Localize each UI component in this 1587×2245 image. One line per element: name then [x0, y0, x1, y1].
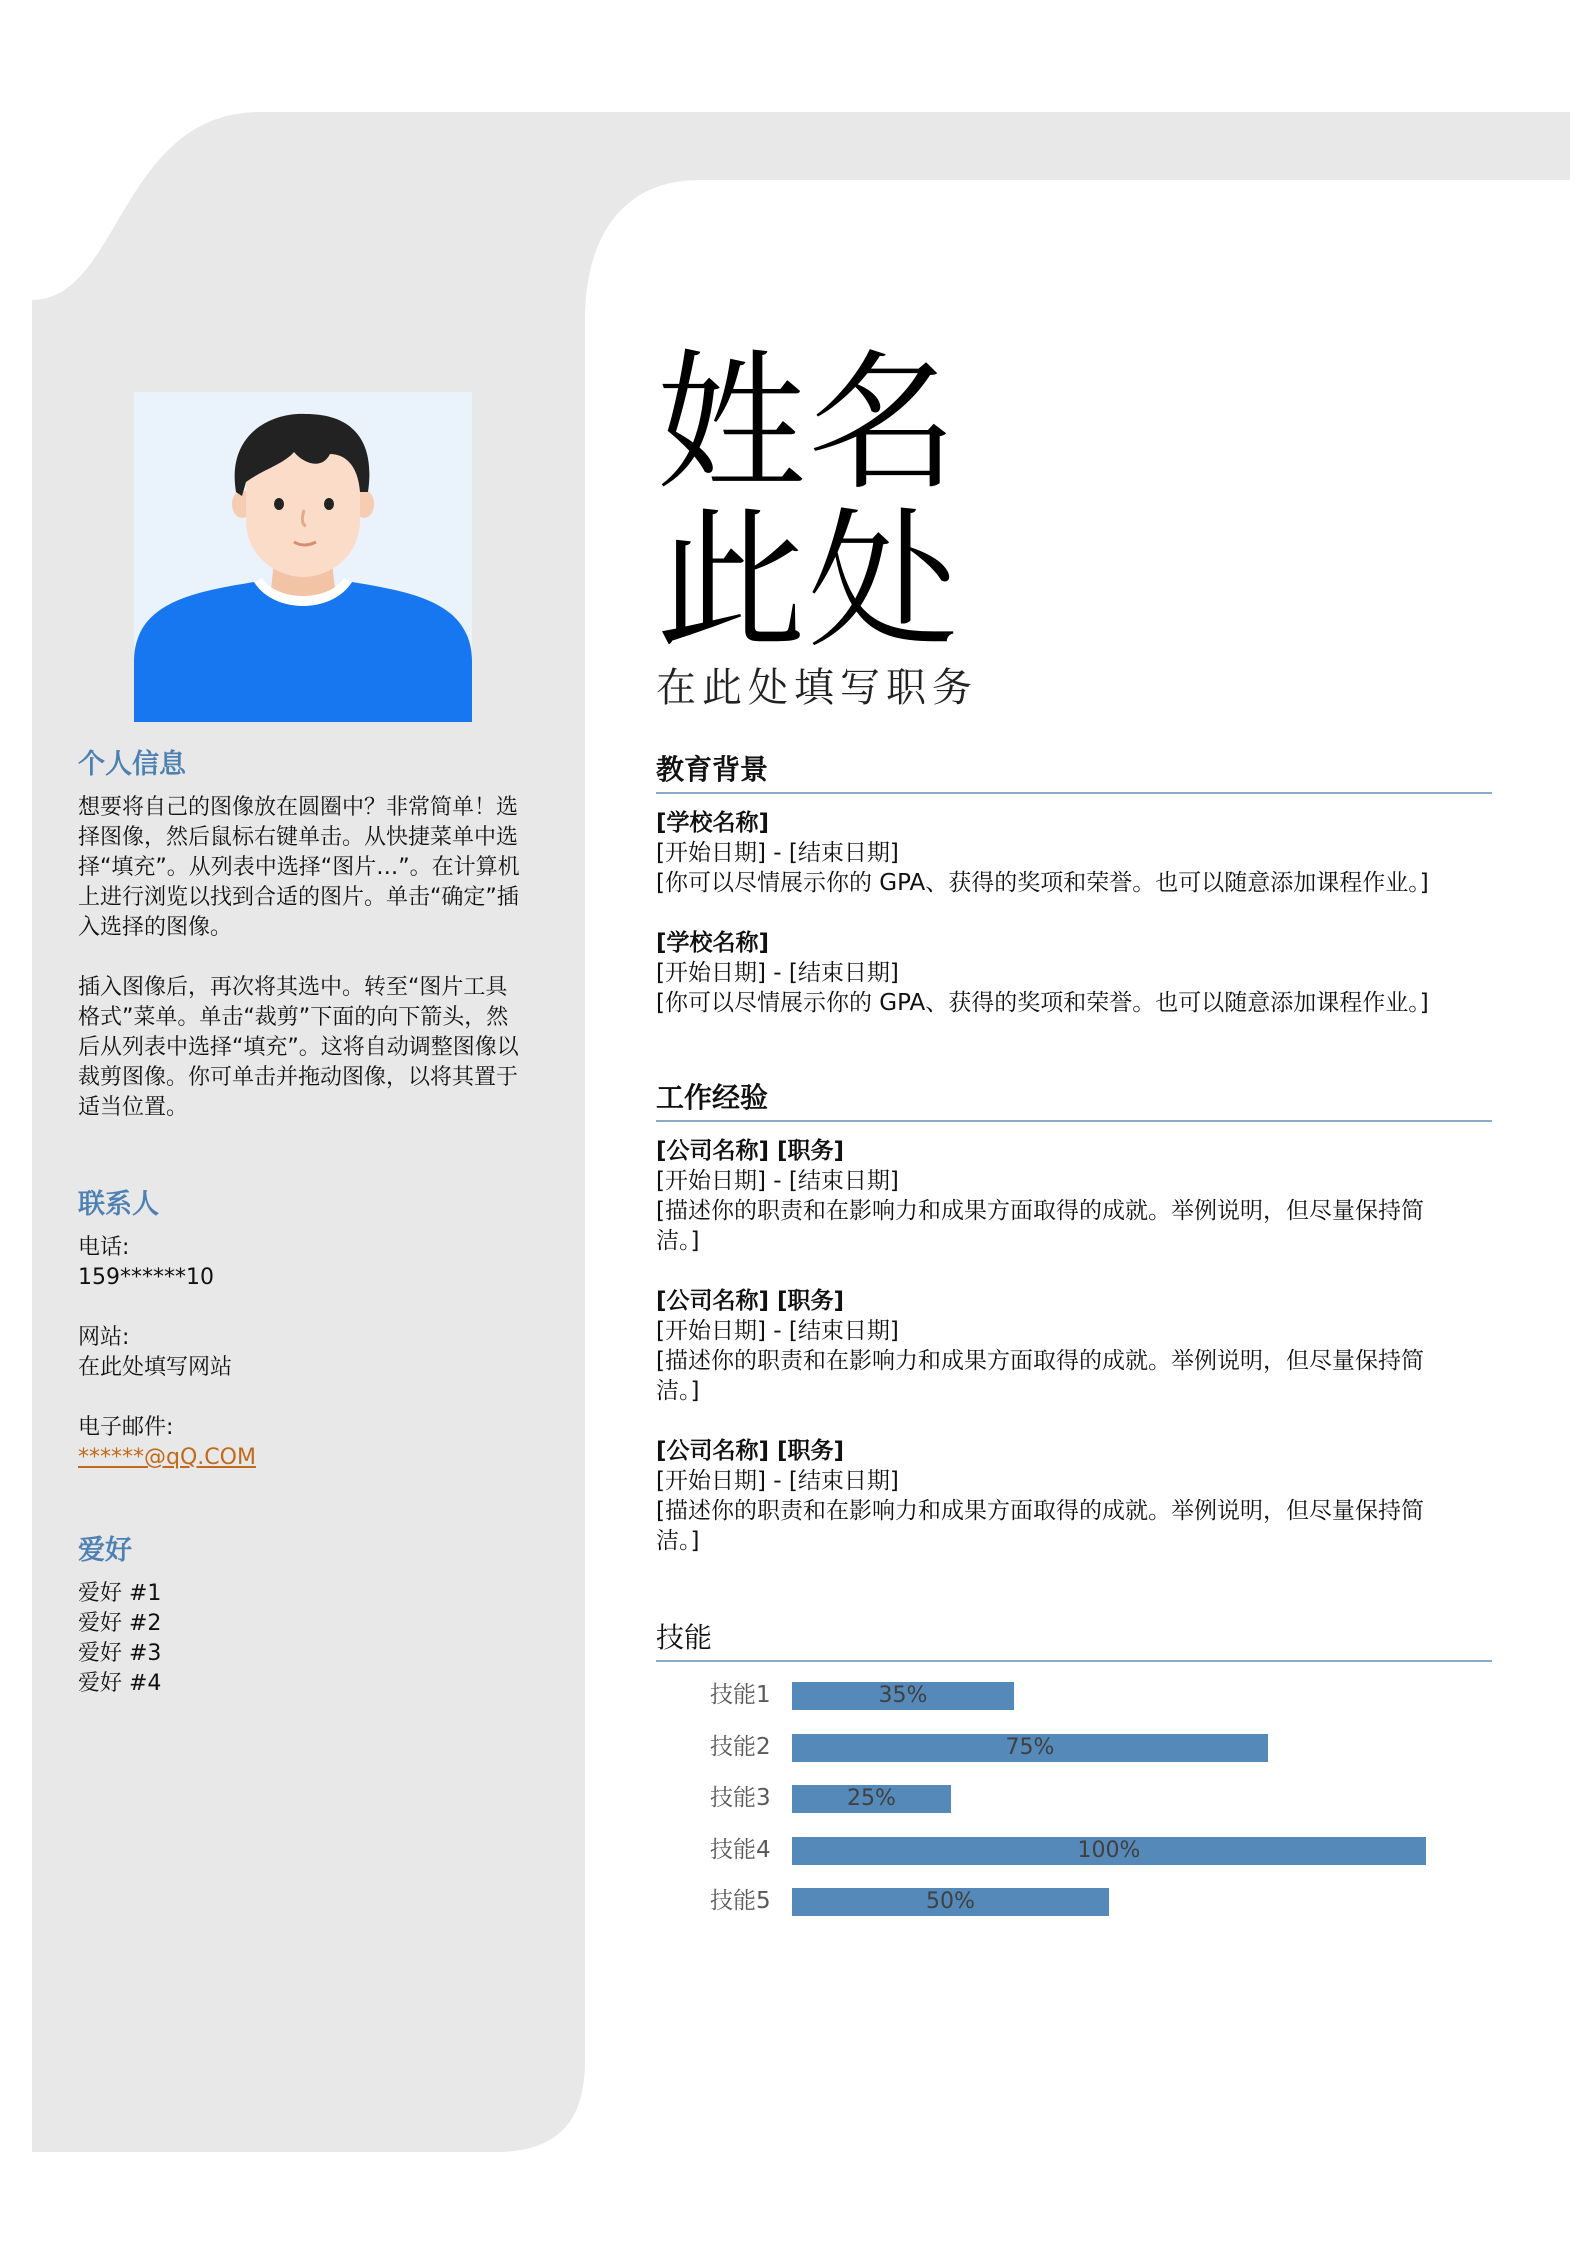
education-dates: [开始日期] - [结束日期]: [656, 840, 899, 866]
work-description: [描述你的职责和在影响力和成果方面取得的成就。举例说明，但尽量保持简: [656, 1498, 1424, 1524]
website-value[interactable]: 在此处填写网站: [78, 1355, 233, 1380]
skill-row: [656, 1732, 1492, 1762]
name-heading: [656, 337, 961, 669]
skill-row: [656, 1680, 1492, 1710]
education-heading: 教育背景: [656, 750, 1492, 794]
email-link[interactable]: ******@qQ.COM: [78, 1445, 256, 1470]
hobbies-heading: 爱好: [78, 1535, 132, 1566]
skill-bar: 75%: [792, 1734, 1268, 1762]
personal-info-paragraph: 插入图像后，再次将其选中。转至“图片工具格式”菜单。单击“裁剪”下面的向下箭头，然后从列表中选择“填充”。这将自动调整图像以裁剪图像。你可单击并拖动图像，以将其置于适当位置。: [78, 975, 519, 1120]
skill-row: [656, 1835, 1492, 1865]
phone-label: 电话:: [78, 1235, 130, 1260]
skill-label: 技能5: [710, 1888, 771, 1914]
skill-bar: 50%: [792, 1888, 1109, 1916]
work-dates: [开始日期] - [结束日期]: [656, 1318, 899, 1344]
skill-bar: 35%: [792, 1682, 1014, 1710]
education-entry: [656, 808, 1492, 898]
email-label: 电子邮件:: [78, 1415, 174, 1440]
skill-label: 技能2: [710, 1733, 771, 1760]
skill-bar: 100%: [792, 1837, 1426, 1865]
work-heading: 工作经验: [656, 1078, 1492, 1122]
company-title: [公司名称] [职务]: [656, 1138, 845, 1164]
job-title: 在此处填写职务: [656, 665, 978, 711]
skills-heading: 技能: [656, 1618, 1492, 1662]
skill-label: 技能3: [710, 1785, 771, 1811]
hobby-item: 爱好 #3: [78, 1641, 162, 1666]
skill-label: 技能4: [710, 1836, 771, 1863]
skill-label: 技能1: [710, 1682, 771, 1708]
sidebar: [78, 745, 528, 1699]
work-entry: [656, 1286, 1492, 1406]
work-description-cont: 洁。]: [656, 1528, 700, 1554]
company-title: [公司名称] [职务]: [656, 1288, 845, 1314]
name-line-2: 此处: [656, 495, 961, 669]
company-title: [公司名称] [职务]: [656, 1438, 845, 1464]
education-description: [你可以尽情展示你的 GPA、获得的奖项和荣誉。也可以随意添加课程作业。]: [656, 870, 1429, 896]
profile-photo: [134, 392, 472, 722]
hobby-item: 爱好 #1: [78, 1581, 162, 1606]
education-description: [你可以尽情展示你的 GPA、获得的奖项和荣誉。也可以随意添加课程作业。]: [656, 990, 1429, 1016]
work-dates: [开始日期] - [结束日期]: [656, 1468, 899, 1494]
work-entry: [656, 1436, 1492, 1556]
hobby-item: 爱好 #2: [78, 1611, 162, 1636]
school-name: [学校名称]: [656, 930, 770, 956]
education-entry: [656, 928, 1492, 1018]
personal-info-heading: 个人信息: [78, 749, 186, 780]
contact-heading: 联系人: [78, 1189, 159, 1220]
skill-row: [656, 1886, 1492, 1916]
skill-row: [656, 1783, 1492, 1813]
work-entry: [656, 1136, 1492, 1256]
work-description: [描述你的职责和在影响力和成果方面取得的成就。举例说明，但尽量保持简: [656, 1198, 1424, 1224]
work-description-cont: 洁。]: [656, 1228, 700, 1254]
skill-bar: 25%: [792, 1785, 951, 1813]
phone-value: 159******10: [78, 1265, 214, 1290]
website-label: 网站:: [78, 1325, 130, 1350]
school-name: [学校名称]: [656, 810, 770, 836]
hobby-item: 爱好 #4: [78, 1671, 162, 1696]
personal-info-paragraph: 想要将自己的图像放在圆圈中？非常简单！选择图像，然后鼠标右键单击。从快捷菜单中选择“填充”。从列表中选择“图片…”。在计算机上进行浏览以找到合适的图片。单击“确定”插入选择的图像。: [78, 795, 520, 940]
work-description-cont: 洁。]: [656, 1378, 700, 1404]
work-dates: [开始日期] - [结束日期]: [656, 1168, 899, 1194]
work-description: [描述你的职责和在影响力和成果方面取得的成就。举例说明，但尽量保持简: [656, 1348, 1424, 1374]
education-dates: [开始日期] - [结束日期]: [656, 960, 899, 986]
name-line-1: 姓名: [656, 337, 961, 511]
